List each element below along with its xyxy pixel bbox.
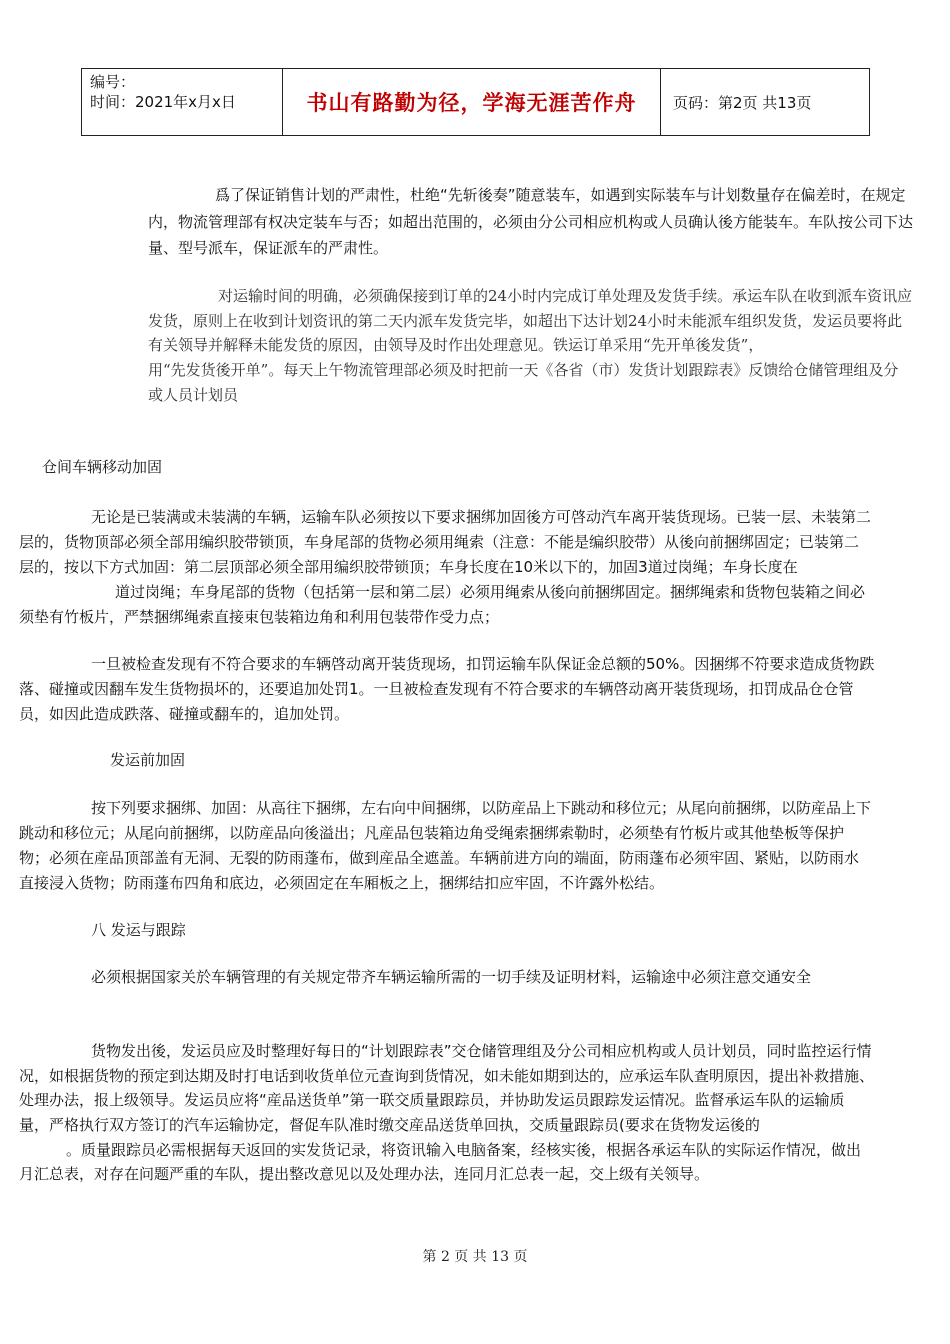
paragraph-line: 落、碰撞或因翻车发生货物损坏的，还要追加处罚1。一旦被检查发现有不符合要求的车辆啓动离开装货现场，扣罚成品仓仓管 <box>19 680 854 698</box>
document-date: 时间：2021年x月x日 <box>90 93 236 111</box>
paragraph-line: 必须根据国家关於车辆管理的有关规定带齐车辆运输所需的一切手续及证明材料，运输途中必须注意交通安全 <box>91 968 812 986</box>
header-page-info: 页码：第2页 共13页 <box>673 93 812 112</box>
paragraph-line: 内，物流管理部有权决定装车与否；如超出范围的，必须由分公司相应机构或人员确认後方能装车。车队按公司下达 <box>148 213 914 231</box>
paragraph-line: 员，如因此造成跌落、碰撞或翻车的，追加处罚。 <box>19 705 350 723</box>
paragraph-line: 况，如根据货物的预定到达期及时打电话到收货单位元查询到货情况，如未能如期到达的，应承运车队查明原因，提出补救措施、 <box>19 1067 875 1085</box>
paragraph-line: 月汇总表，对存在问题严重的车队，提出整改意见以及处理办法，连同月汇总表一起，交上级有关领导。 <box>19 1165 710 1183</box>
paragraph-line: 物；必须在産品顶部盖有无洞、无裂的防雨蓬布，做到産品全遮盖。车辆前进方向的端面，防雨蓬布必须牢固、紧贴，以防雨水 <box>19 849 860 867</box>
page-footer: 第 2 页 共 13 页 <box>422 1249 528 1265</box>
paragraph-line: 跳动和移位元；从尾向前捆绑，以防産品向後溢出；凡産品包装箱边角受绳索捆绑索勒时，必须垫有竹板片或其他垫板等保护 <box>19 824 845 842</box>
header-table <box>81 68 870 136</box>
paragraph-line: 直接浸入货物；防雨蓬布四角和底边，必须固定在车厢板之上，捆绑结扣应牢固，不许露外松结。 <box>19 874 665 892</box>
paragraph-line: 一旦被检查发现有不符合要求的车辆啓动离开装货现场，扣罚运输车队保证金总额的50%。因捆绑不符要求造成货物跌 <box>91 655 875 673</box>
paragraph-line: 处理办法，报上级领导。发运员应将“産品送货单”第一联交质量跟踪员，并协助发运员跟踪发运情况。监督承运车队的运输质 <box>19 1091 845 1109</box>
section-heading: 仓间车辆移动加固 <box>42 458 163 476</box>
paragraph-line: 货物发出後，发运员应及时整理好每日的“计划跟踪表”交仓储管理组及分公司相应机构或人员计划员，同时监控运行情 <box>91 1042 872 1060</box>
header-motto: 书山有路勤为径，学海无涯苦作舟 <box>283 69 661 135</box>
paragraph-line: 道过岗绳；车身尾部的货物（包括第一层和第二层）必须用绳索从後向前捆绑固定。捆绑绳索和货物包装箱之间必 <box>115 583 866 601</box>
document-number-label: 编号： <box>90 73 136 91</box>
paragraph-line: 层的，货物顶部必须全部用编织胶带锁顶，车身尾部的货物必须用绳索（注意：不能是编织胶带）从後向前捆绑固定；已装第二 <box>19 533 860 551</box>
paragraph-line: 爲了保证销售计划的严肃性，杜绝“先斩後奏”随意装车，如遇到实际装车与计划数量存在偏差时，在规定 <box>215 186 906 204</box>
paragraph-line: 有关领导并解释未能发货的原因，由领导及时作出处理意见。铁运订单采用“先开单後发货”， <box>148 336 764 354</box>
paragraph-line: 发货，原则上在收到计划资讯的第二天内派车发货完毕，如超出下达计划24小时未能派车组织发货，发运员要将此 <box>148 312 903 330</box>
paragraph-line: 用“先发货後开单”。每天上午物流管理部必须及时把前一天《各省（市）发货计划跟踪表》反馈给仓储管理组及分 <box>148 361 899 379</box>
section-heading: 八 发运与跟踪 <box>91 921 186 939</box>
header-meta <box>82 69 283 135</box>
paragraph-line: 量，严格执行双方签订的汽车运输协定，督促车队准时缴交産品送货单回执，交质量跟踪员(要求在货物发运後的 <box>19 1116 760 1134</box>
paragraph-line: 。质量跟踪员必需根据每天返回的实发货记录，将资讯输入电脑备案，经核实後，根据各承运车队的实际运作情况，做出 <box>66 1141 862 1159</box>
paragraph-line: 按下列要求捆绑、加固：从高往下捆绑，左右向中间捆绑，以防産品上下跳动和移位元；从尾向前捆绑，以防産品上下 <box>91 799 872 817</box>
paragraph-line: 量、型号派车，保证派车的严肃性。 <box>148 239 389 257</box>
paragraph-line: 对运输时间的明确，必须确保接到订单的24小时内完成订单处理及发货手续。承运车队在收到派车资讯应 <box>218 287 913 305</box>
paragraph-line: 或人员计划员 <box>148 386 239 404</box>
paragraph-line: 须垫有竹板片，严禁捆绑绳索直接束包装箱边角和利用包装带作受力点； <box>19 608 500 626</box>
paragraph-line: 层的，按以下方式加固：第二层顶部必须全部用编织胶带锁顶；车身长度在10米以下的，加固3道过岗绳；车身长度在 <box>19 558 798 576</box>
paragraph-line: 无论是已装满或未装满的车辆，运输车队必须按以下要求捆绑加固後方可啓动汽车离开装货现场。已装一层、未装第二 <box>91 508 872 526</box>
section-heading: 发运前加固 <box>110 751 186 769</box>
